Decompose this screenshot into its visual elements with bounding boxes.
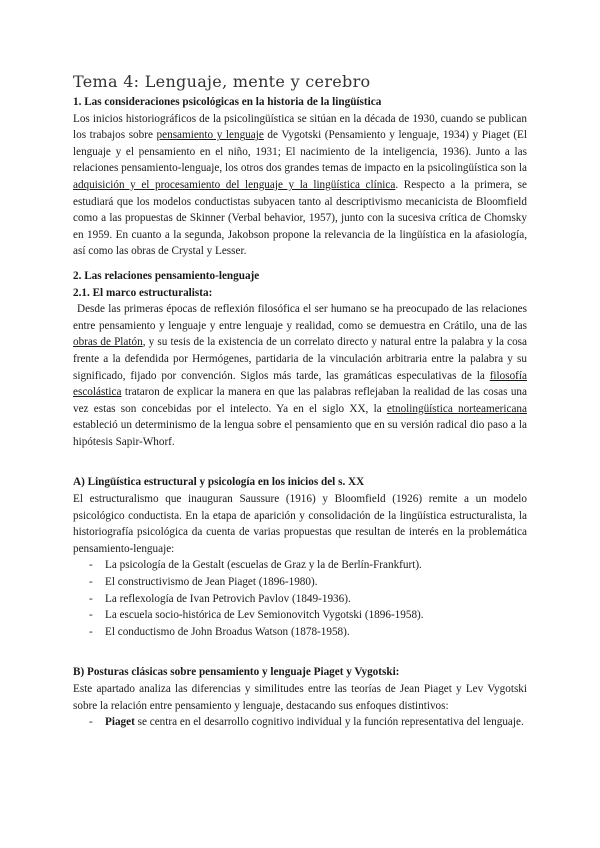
- document-page: [73, 72, 527, 731]
- list-item: - El constructivismo de Jean Piaget (1896-1980).: [89, 574, 527, 591]
- sectionA-list: [73, 557, 527, 640]
- text-run: , y su tesis de la existencia de un correlato directo y natural entre la palabra y la cosa frente a la defendida por Hermógenes, partidaria de la vinculación arbitraria entre la palabra y su significado, fijado por convención. Siglos más tarde, las gramáticas especulativas de la: [73, 336, 528, 382]
- text-run: Los inicios historiográficos de la psicolingüística se sitúan en la década de 1930, cuando se publican los trabajos sobre: [73, 112, 527, 142]
- text-run: de Vygotski (Pensamiento y lenguaje, 1934) y Piaget (El lenguaje y el pensamiento en el niño, 1931; El nacimiento de la inteligencia, 1936). Junto a las relaciones pensamiento-lenguaje, los otros dos grandes temas de impacto en la psicolingüística son la: [73, 129, 527, 175]
- list-item: - El conductismo de John Broadus Watson (1878-1958).: [89, 624, 527, 641]
- underlined-term: adquisición y el procesamiento del lenguaje y la lingüística clínica: [73, 178, 396, 191]
- underlined-term: etnolingüística norteamericana: [386, 402, 527, 415]
- list-item: - La reflexología de Ivan Petrovich Pavlov (1849-1936).: [89, 591, 527, 608]
- sectionA-paragraph: El estructuralismo que inauguran Saussure (1916) y Bloomfield (1926) remite a un modelo psicológico conductista. En la etapa de aparición y consolidación de la lingüística estructuralista, la historiografía psicológica da cuenta de varias propuestas que resultan de interés en la problemática pensamiento-lenguaje:: [73, 493, 527, 555]
- document-title: Tema 4: Lenguaje, mente y cerebro: [73, 72, 371, 91]
- text-run: estableció un determinismo de la lengua sobre el pensamiento que en su versión radical dio paso a la hipótesis Sapir-Whorf.: [73, 419, 527, 448]
- text-run: Desde las primeras épocas de reflexión filosófica el ser humano se ha preocupado de las relaciones entre pensamiento y lenguaje y entre lenguaje y realidad, como se demuestra en Crátilo, una de las: [73, 303, 527, 332]
- sectionB-list: [73, 714, 527, 731]
- underlined-term: obras de Platón: [73, 336, 143, 349]
- section1-paragraph: [73, 111, 527, 260]
- underlined-term: filosofía escolástica: [73, 369, 527, 399]
- section2-paragraph: [73, 301, 527, 450]
- section2-heading: 2. Las relaciones pensamiento-lenguaje: [73, 269, 260, 282]
- bold-term: Piaget: [105, 716, 135, 729]
- section2-subheading: 2.1. El marco estructuralista:: [73, 286, 213, 299]
- section1-heading: 1. Las consideraciones psicológicas en la historia de la lingüística: [73, 96, 382, 108]
- underlined-term: pensamiento y lenguaje: [156, 129, 264, 142]
- list-item: - La escuela socio-histórica de Lev Semionovitch Vygotski (1896-1958).: [89, 607, 527, 624]
- list-item: [89, 714, 527, 731]
- text-run: . Respecto a la primera, se estudiará que los modelos conductistas subyacen tanto al descriptivismo mecanicista de Bloomfield como a las propuestas de Skinner (Verbal behavior, 1957), junto con la sucesiva crítica de Chomsky en 1959. En cuanto a la segunda, Jakobson propone la relevancia de la lingüística en la afasiología, así como las obras de Crystal y Lesser.: [73, 178, 528, 258]
- sectionB-paragraph: Este apartado analiza las diferencias y similitudes entre las teorías de Jean Piaget y Lev Vygotski sobre la relación entre pensamiento y lenguaje, destacando sus enfoques distintivos:: [73, 683, 527, 712]
- text-run: trataron de explicar la manera en que las palabras reflejaban la realidad de las cosas una vez estas son concebidas por el intelecto. Ya en el siglo XX, la: [73, 386, 527, 415]
- sectionB-heading: B) Posturas clásicas sobre pensamiento y lenguaje Piaget y Vygotski:: [73, 666, 400, 679]
- sectionA-heading: A) Lingüística estructural y psicología en los inicios del s. XX: [73, 476, 365, 489]
- text-run: se centra en el desarrollo cognitivo individual y la función representativa del lenguaje.: [134, 716, 524, 729]
- list-item: - La psicología de la Gestalt (escuelas de Graz y la de Berlín-Frankfurt).: [89, 557, 527, 574]
